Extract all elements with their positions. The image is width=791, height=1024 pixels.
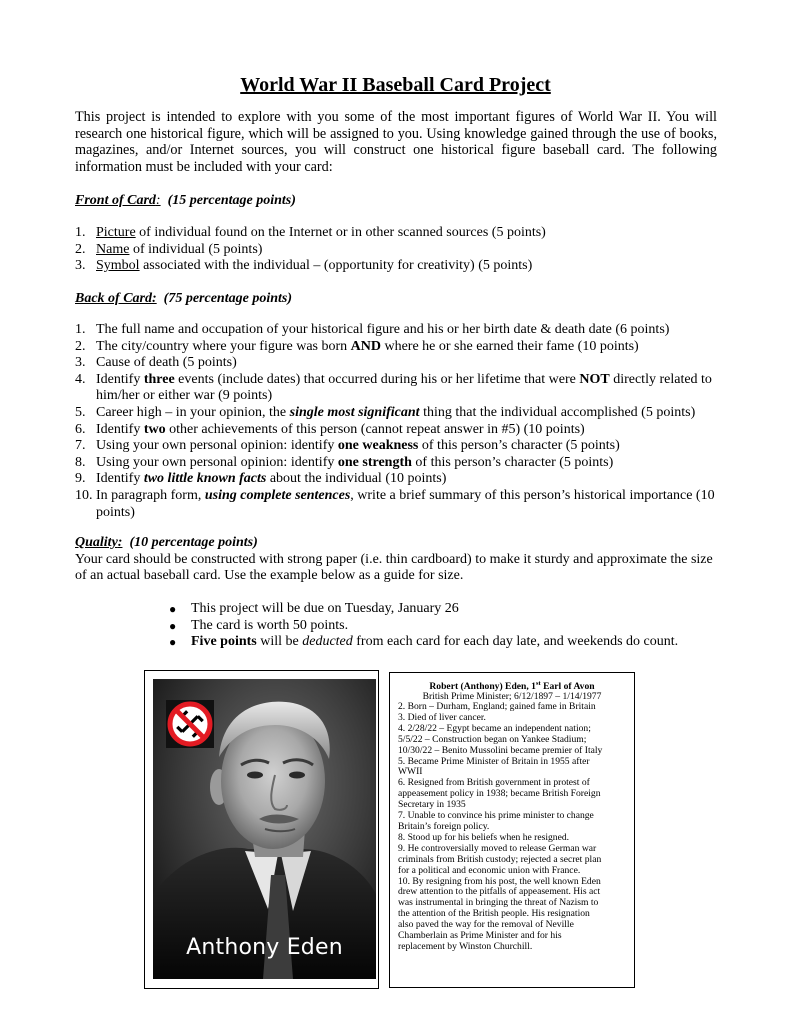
quality-heading: Quality: (10 percentage points) bbox=[75, 535, 258, 550]
card-back-line: for a political and economic union with France. bbox=[398, 864, 581, 876]
card-back-line: criminals from British custody; rejected a secret plan bbox=[398, 853, 602, 865]
card-back-line: WWII bbox=[398, 766, 423, 778]
card-back-line: was instrumental in bringing the threat of Nazism to bbox=[398, 897, 599, 909]
card-back-line: 5. Became Prime Minister of Britain in 1955 after bbox=[398, 755, 590, 767]
card-back-line: 10. By resigning from his post, the well known Eden bbox=[398, 875, 601, 887]
front-item: 3. Symbol associated with the individual – (opportunity for creativity) (5 points) bbox=[75, 258, 533, 274]
intro-paragraph: This project is intended to explore with you some of the most important figures of World War II. You will research one historical figure, which will be assigned to you. Using knowledge gained through the use of books, magazines, and/or Internet sources, you will construct one historical figure baseball card. The following information must be included with your card: bbox=[75, 109, 717, 175]
back-item: 5. Career high – in your opinion, the single most significant thing that the individual accomplished (5 points) bbox=[75, 404, 696, 420]
back-item: 6. Identify two other achievements of this person (cannot repeat answer in #5) (10 points) bbox=[75, 421, 585, 437]
quality-section bbox=[75, 535, 725, 585]
note-item: ● The card is worth 50 points. bbox=[169, 617, 349, 633]
front-list bbox=[75, 225, 725, 275]
back-item: 10. In paragraph form, using complete sentences, write a brief summary of this person’s historical importance (10 points) bbox=[75, 487, 715, 520]
back-item: 7. Using your own personal opinion: identify one weakness of this person’s character (5 points) bbox=[75, 438, 620, 454]
card-back-heading: Robert (Anthony) Eden, 1st Earl of Avon bbox=[429, 680, 595, 693]
back-item: 9. Identify two little known facts about the individual (10 points) bbox=[75, 471, 447, 487]
bullet-icon: ● bbox=[169, 602, 177, 616]
front-heading: Front of Card: (15 percentage points) bbox=[75, 193, 296, 208]
card-back-line: 9. He controversially moved to release German war bbox=[398, 842, 597, 854]
card-back-line: appeasement policy in 1938; became British Foreign bbox=[398, 788, 601, 800]
card-back-line: 4. 2/28/22 – Egypt became an independent nation; bbox=[398, 722, 591, 734]
page-title: World War II Baseball Card Project bbox=[240, 74, 551, 96]
back-heading-label: Back of Card bbox=[75, 291, 152, 306]
card-back-line: replacement by Winston Churchill. bbox=[398, 940, 533, 952]
card-back bbox=[389, 672, 635, 988]
front-heading-points: (15 percentage points) bbox=[167, 193, 296, 208]
card-back-line: 10/30/22 – Benito Mussolini became premier of Italy bbox=[398, 744, 603, 756]
card-back-line: 7. Unable to convince his prime minister to change bbox=[398, 810, 594, 822]
card-front bbox=[144, 670, 379, 989]
card-back-line: 8. Stood up for his beliefs when he resigned. bbox=[398, 831, 570, 843]
card-back-subheading: British Prime Minister; 6/12/1897 – 1/14/1977 bbox=[422, 691, 602, 702]
back-item: 3. Cause of death (5 points) bbox=[75, 355, 237, 371]
card-back-line: Chamberlain as Prime Minister and for his bbox=[398, 930, 562, 942]
card-back-line: 3. Died of liver cancer. bbox=[398, 711, 486, 723]
back-item: 4. Identify three events (include dates) that occurred during his or her lifetime that were NOT directly related to him/her or either war (9 points) bbox=[75, 371, 712, 404]
back-heading: Back of Card: (75 percentage points) bbox=[75, 291, 292, 306]
card-back-line: Britain’s foreign policy. bbox=[398, 820, 490, 832]
back-list bbox=[75, 322, 725, 521]
bullet-icon: ● bbox=[169, 635, 177, 650]
card-back-line: also paved the way for the removal of Neville bbox=[398, 919, 574, 931]
front-item: 1. Picture of individual found on the Internet or in other scanned sources (5 points) bbox=[75, 225, 546, 240]
back-heading-points: (75 percentage points) bbox=[163, 291, 292, 306]
card-back-line: Secretary in 1935 bbox=[398, 799, 466, 811]
card-back-line: 6. Resigned from British government in protest of bbox=[398, 777, 590, 789]
back-item: 8. Using your own personal opinion: identify one strength of this person’s character (5 points) bbox=[75, 454, 614, 470]
no-swastika-icon bbox=[166, 700, 214, 748]
card-back-line: 5/5/22 – Construction began on Yankee Stadium; bbox=[398, 733, 587, 745]
portrait-photo bbox=[153, 679, 376, 979]
card-back-line: 2. Born – Durham, England; gained fame in Britain bbox=[398, 701, 596, 712]
card-back-line: drew attention to the pitfalls of appeasement. His act bbox=[398, 886, 601, 898]
back-item: 2. The city/country where your figure was born AND where he or she earned their fame (10 points) bbox=[75, 338, 639, 354]
front-heading-label: Front of Card bbox=[75, 193, 156, 208]
front-item: 2. Name of individual (5 points) bbox=[75, 241, 263, 257]
note-item: ● This project will be due on Tuesday, January 26 bbox=[169, 601, 459, 616]
note-item: ● Five points will be deducted from each card for each day late, and weekends do count. bbox=[169, 634, 679, 650]
card-name: Anthony Eden bbox=[186, 935, 343, 960]
card-back-lines bbox=[398, 702, 630, 953]
card-back-line: the attention of the British people. His resignation bbox=[398, 908, 590, 920]
quality-text: Your card should be constructed with strong paper (i.e. thin cardboard) to make it sturdy and approximate the size of an actual baseball card. Use the example below as a guide for size. bbox=[75, 551, 713, 584]
bullet-icon: ● bbox=[169, 618, 177, 633]
back-item: 1. The full name and occupation of your historical figure and his or her birth date & death date (6 points) bbox=[75, 322, 670, 337]
notes-list bbox=[168, 601, 678, 651]
